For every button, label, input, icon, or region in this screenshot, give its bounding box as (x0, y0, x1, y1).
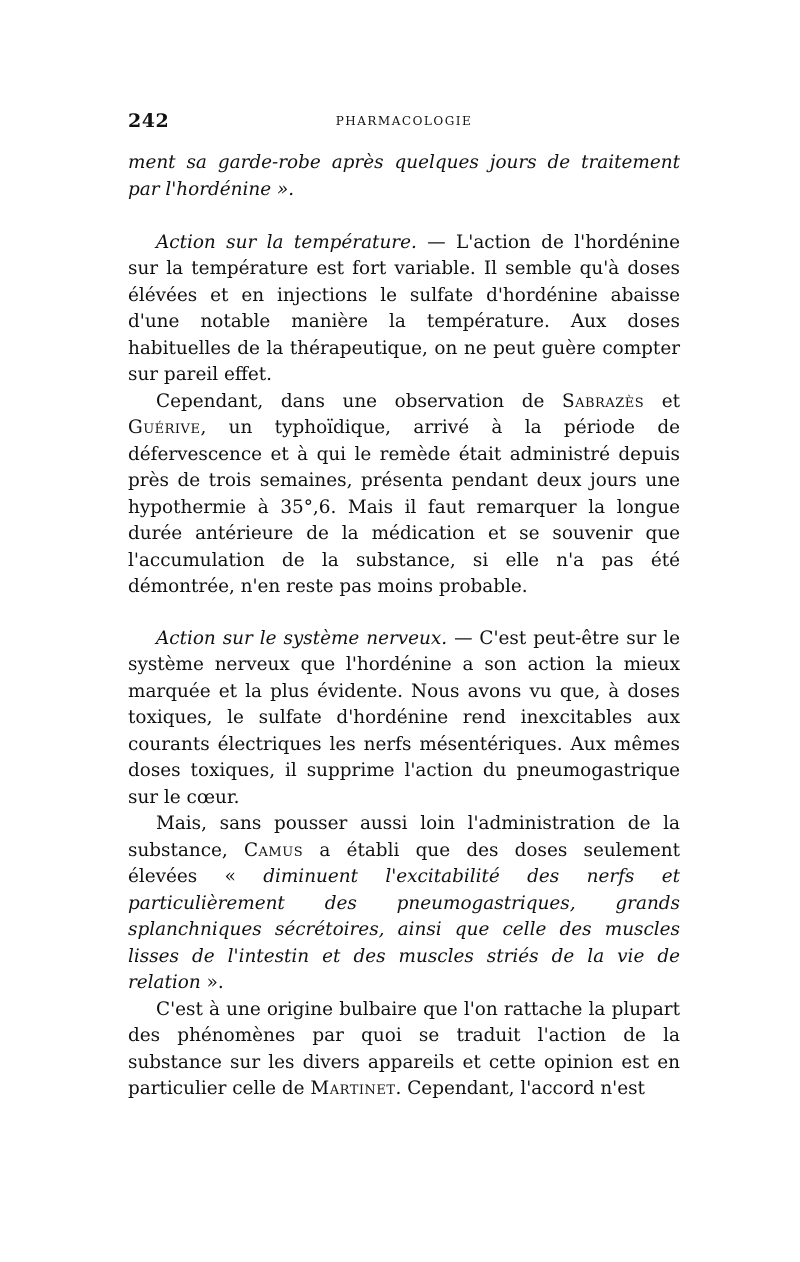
quoted-passage: diminuent l'excitabilité des nerfs et particulièrement des pneumogastriques, grands splanchniques sécrétoires, ainsi que celle des muscles lisses de l'intestin et des muscles striés de la vie de relation (128, 866, 680, 993)
author-name: Guérive (128, 417, 201, 438)
running-head: PHARMACOLOGIE (335, 114, 473, 128)
paragraph-temperature (128, 230, 680, 389)
body-text (128, 150, 680, 1103)
paragraph-continuation (128, 150, 680, 203)
paragraph-text: et (644, 390, 681, 412)
quote-ending: ment sa garde-robe après quelques jours de traitement par l'hordénine ». (128, 152, 680, 200)
paragraph-nervous-system (128, 626, 680, 812)
author-name: Sabrazès (561, 390, 645, 412)
paragraph-text: , un typhoïdique, arrivé à la période de défervescence et à qui le remède était administré depuis près de trois semaines, présenta pendant deux jours une hypothermie à 35°,6. Mais il faut remarquer la longue durée antérieure de la médication et se souvenir que l'accumulation de la substance, si elle n'a pas été démontrée, n'en reste pas moins probable. (128, 417, 680, 597)
paragraph-text: a établi que des doses seulement élevées « (128, 839, 680, 887)
paragraph-text: Cependant, dans une observation de (156, 390, 562, 412)
paragraph-text: C'est à une origine bulbaire que l'on rattache la plupart des phénomènes par quoi se traduit l'action de la substance sur les divers appareils et cette opinion est en particulier celle de (128, 998, 680, 1099)
paragraph-camus (128, 811, 680, 997)
author-name: Camus (243, 839, 304, 861)
paragraph-text: ». (200, 972, 224, 993)
paragraph-observation (128, 389, 680, 601)
paragraph-bulbar-origin (128, 997, 680, 1103)
page-header (128, 110, 680, 140)
section-heading-temperature: Action sur la température. (156, 231, 417, 253)
paragraph-text: Mais, sans pousser aussi loin l'administration de la substance, (128, 813, 680, 861)
section-heading-nervous-system: Action sur le système nerveux. (156, 627, 448, 649)
page-number: 242 (128, 110, 170, 132)
author-name: Martinet (310, 1078, 396, 1099)
paragraph-text: — L'action de l'hordénine sur la température est fort variable. Il semble qu'à doses élévées et en injections le sulfate d'hordénine abaisse d'une notable manière la température. Aux doses habituelles de la thérapeutique, on ne peut guère compter sur pareil effet. (128, 231, 681, 385)
paragraph-text: — C'est peut-être sur le système nerveux que l'hordénine a son action la mieux marquée et la plus évidente. Nous avons vu que, à doses toxiques, le sulfate d'hordénine rend inexcitables aux courants électriques les nerfs mésentériques. Aux mêmes doses toxiques, il supprime l'action du pneumogastrique sur le cœur. (128, 627, 680, 808)
paragraph-text: . Cependant, l'accord n'est (395, 1078, 645, 1099)
